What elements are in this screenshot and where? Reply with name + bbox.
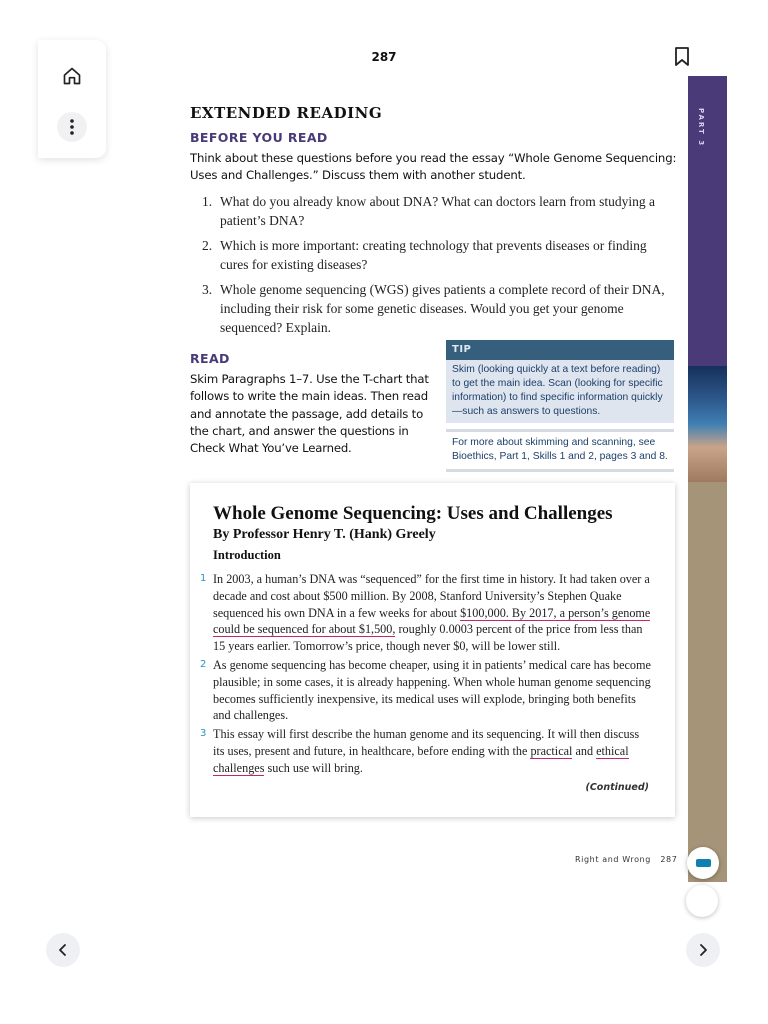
paragraph-text: roughly 0.0003 percent of the price from less than 15 years earlier. Tomorrow’s price, though never $0, will be lower still. <box>213 622 643 654</box>
essay-paragraph-1 <box>200 571 653 655</box>
page-number-top: 287 <box>371 50 397 64</box>
more-vertical-icon <box>69 118 75 136</box>
tip-divider <box>446 423 674 432</box>
annotation-underline[interactable]: ethical challenges <box>213 743 629 775</box>
footer-page-number: 287 <box>660 855 678 864</box>
highlighter-icon <box>696 859 711 867</box>
more-options-button[interactable] <box>57 112 87 142</box>
paragraph-text: As genome sequencing has become cheaper, using it in patients’ medical care has become plausible; in some cases, it is already happening. When whole human genome sequencing becomes sufficiently inexpensive, its medical uses will explode, bringing both benefits and challenges. <box>213 658 651 723</box>
part-label: PART 3 <box>697 108 705 148</box>
extended-reading-heading: EXTENDED READING <box>190 104 383 122</box>
essay-section-heading: Introduction <box>213 548 281 562</box>
paragraph-text: and <box>572 743 597 758</box>
essay-card <box>190 483 675 817</box>
bookmark-button[interactable] <box>673 46 691 68</box>
annotation-underline[interactable]: $100,000. By 2017, a person’s genome could be sequenced for about $1,500, <box>213 605 651 637</box>
question-item <box>202 280 672 337</box>
tip-reference: For more about skimming and scanning, see Bioethics, Part 1, Skills 1 and 2, pages 3 and 8. <box>446 432 674 472</box>
discussion-questions <box>202 192 672 343</box>
chevron-left-icon <box>57 943 69 957</box>
read-heading: READ <box>190 351 230 366</box>
question-text: Whole genome sequencing (WGS) gives patients a complete record of their DNA, including their risk for some genetic diseases. Would you get your genome sequenced? Explain. <box>220 282 665 335</box>
before-you-read-intro: Think about these questions before you read the essay “Whole Genome Sequencing: Uses and Challenges.” Discuss them with another student. <box>190 151 677 182</box>
chevron-right-icon <box>697 943 709 957</box>
question-number: 2. <box>202 238 213 253</box>
question-text: What do you already know about DNA? What can doctors learn from studying a patient’s DNA? <box>220 194 655 228</box>
tip-box <box>446 340 674 472</box>
annotation-tool-button[interactable] <box>686 885 718 917</box>
question-number: 3. <box>202 282 213 297</box>
question-number: 1. <box>202 194 213 209</box>
paragraph-text: This essay will first describe the human genome and its sequencing. It will then discuss its uses, present and future, in healthcare, before ending with the <box>213 727 640 758</box>
read-instructions: Skim Paragraphs 1–7. Use the T-chart that follows to write the main ideas. Then read and annotate the passage, add details to the chart, and answer the questions in Check What You’ve Learned. <box>190 372 429 456</box>
bookmark-icon <box>673 46 691 68</box>
essay-paragraph-3 <box>200 726 653 776</box>
question-item <box>202 236 672 274</box>
paragraph-number: 3 <box>200 728 207 739</box>
question-item <box>202 192 672 230</box>
paragraph-number: 1 <box>200 573 207 584</box>
decorative-strip <box>688 482 727 882</box>
essay-author: By Professor Henry T. (Hank) Greely <box>213 527 436 542</box>
annotation-underline[interactable]: practical <box>530 743 573 758</box>
paragraph-number: 2 <box>200 659 207 670</box>
page-footer <box>575 855 677 864</box>
home-button[interactable] <box>56 60 88 92</box>
before-you-read-heading: BEFORE YOU READ <box>190 130 328 145</box>
continued-label: (Continued) <box>585 782 649 793</box>
globe-hands-image <box>688 366 727 482</box>
question-text: Which is more important: creating technology that prevents diseases or finding cures for existing diseases? <box>220 238 647 272</box>
home-icon <box>62 66 82 86</box>
next-page-button[interactable] <box>686 933 720 967</box>
tip-body: Skim (looking quickly at a text before reading) to get the main idea. Scan (looking for specific information) to find specific information quickly—such as answers to questions. <box>446 360 674 423</box>
tip-label: TIP <box>446 340 674 360</box>
previous-page-button[interactable] <box>46 933 80 967</box>
highlight-tool-button[interactable] <box>687 847 719 879</box>
essay-paragraph-2 <box>200 657 653 724</box>
paragraph-text: such use will bring. <box>264 760 363 775</box>
part-tab-strip <box>688 76 727 366</box>
essay-title: Whole Genome Sequencing: Uses and Challenges <box>213 503 613 524</box>
paragraph-text: In 2003, a human’s DNA was “sequenced” for the first time in history. It had taken over a decade and cost about $500 million. By 2008, Stanford University’s Stephen Quake sequenced his own DNA in a few weeks for about <box>213 572 650 620</box>
footer-section: Right and Wrong <box>575 855 651 864</box>
